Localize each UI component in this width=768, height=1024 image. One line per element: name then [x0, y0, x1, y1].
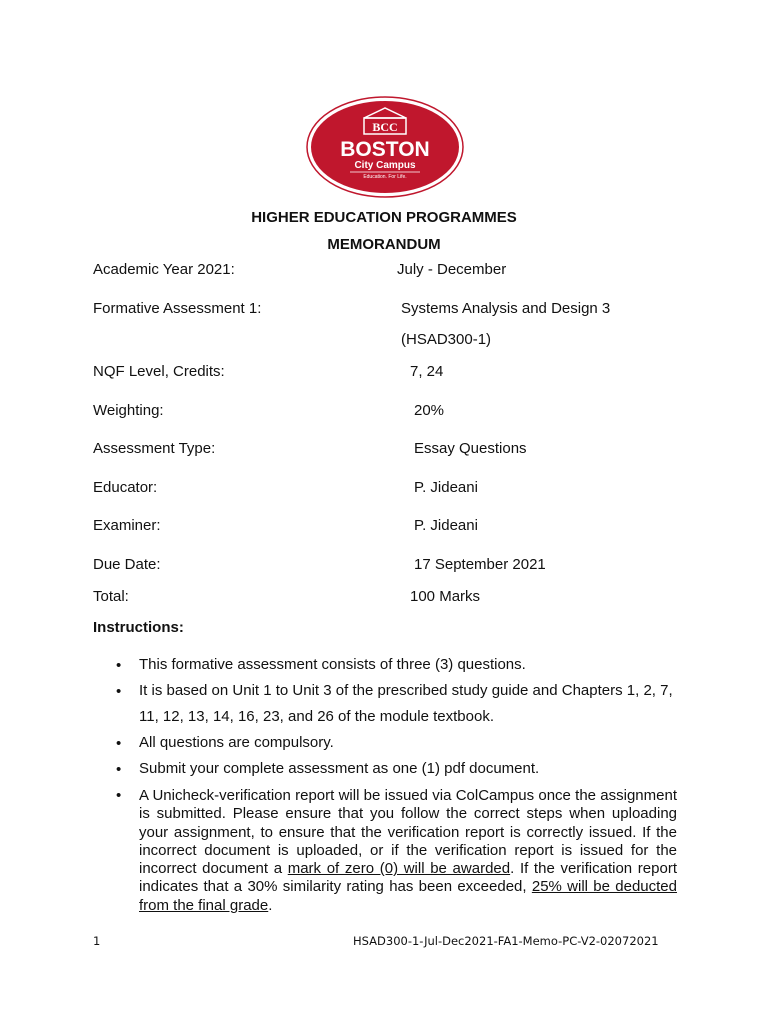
- bullet-icon: •: [116, 787, 122, 804]
- document-code: HSAD300-1-Jul-Dec2021-FA1-Memo-PC-V2-02072021: [353, 934, 659, 948]
- instructions-title: Instructions:: [93, 619, 184, 636]
- weighting-label: Weighting:: [93, 402, 164, 419]
- total-label: Total:: [93, 588, 129, 605]
- deduction-warning: 25% will be deducted from the final grade: [139, 878, 677, 914]
- module-code-value: (HSAD300-1): [401, 331, 492, 348]
- weighting-value: 20%: [414, 402, 445, 419]
- verification-text-1: A Unicheck-verification report will be issued via ColCampus once the assignment is submitted. Please ensure that you follow the correct steps when uploading your assignment, to ensure that the verification report is correctly issued. If the incorrect document is uploaded, or if the verification report is issued for the incorrect document a: [139, 787, 677, 878]
- assessment-type-value: Essay Questions: [414, 440, 527, 457]
- assessment-type-label: Assessment Type:: [93, 440, 216, 457]
- educator-value: P. Jideani: [414, 479, 478, 496]
- examiner-label: Examiner:: [93, 517, 161, 534]
- academic-year-label: Academic Year 2021:: [93, 261, 235, 278]
- formative-assessment-label: Formative Assessment 1:: [93, 300, 262, 317]
- total-value: 100 Marks: [410, 588, 481, 605]
- bullet-icon: •: [116, 761, 122, 778]
- due-date-label: Due Date:: [93, 556, 161, 573]
- instruction-item: Submit your complete assessment as one (1) pdf document.: [139, 760, 540, 777]
- due-date-value: 17 September 2021: [414, 556, 546, 573]
- instruction-item: All questions are compulsory.: [139, 734, 334, 751]
- verification-instruction: [139, 787, 677, 915]
- examiner-value: P. Jideani: [414, 517, 478, 534]
- academic-year-value: July - December: [397, 261, 507, 278]
- page-number: 1: [93, 934, 101, 948]
- bullet-icon: •: [116, 735, 122, 752]
- instruction-item: It is based on Unit 1 to Unit 3 of the prescribed study guide and Chapters 1, 2, 7, 11, 12, 13, 14, 16, 23, and 26 of the module textbook.: [139, 682, 673, 725]
- boston-city-campus-logo: [306, 96, 464, 198]
- nqf-level-value: 7, 24: [410, 363, 444, 380]
- bullet-icon: •: [116, 683, 122, 700]
- logo-initials: BCC: [372, 120, 398, 134]
- zero-mark-warning: mark of zero (0) will be awarded: [287, 860, 511, 878]
- verification-text-2: . If the verification report indicates that a 30% similarity rating has been exceeded,: [139, 860, 677, 896]
- nqf-level-label: NQF Level, Credits:: [93, 363, 225, 380]
- bullet-icon: •: [116, 657, 122, 674]
- logo-tagline: Education. For Life.: [363, 174, 407, 180]
- programme-heading: HIGHER EDUCATION PROGRAMMES: [251, 209, 517, 226]
- memorandum-heading: MEMORANDUM: [327, 236, 441, 253]
- verification-text-3: .: [268, 896, 273, 914]
- formative-assessment-value: Systems Analysis and Design 3: [401, 300, 611, 317]
- educator-label: Educator:: [93, 479, 158, 496]
- instruction-item: This formative assessment consists of three (3) questions.: [139, 656, 526, 673]
- logo-sub: City Campus: [354, 160, 416, 171]
- logo-name: BOSTON: [340, 138, 430, 161]
